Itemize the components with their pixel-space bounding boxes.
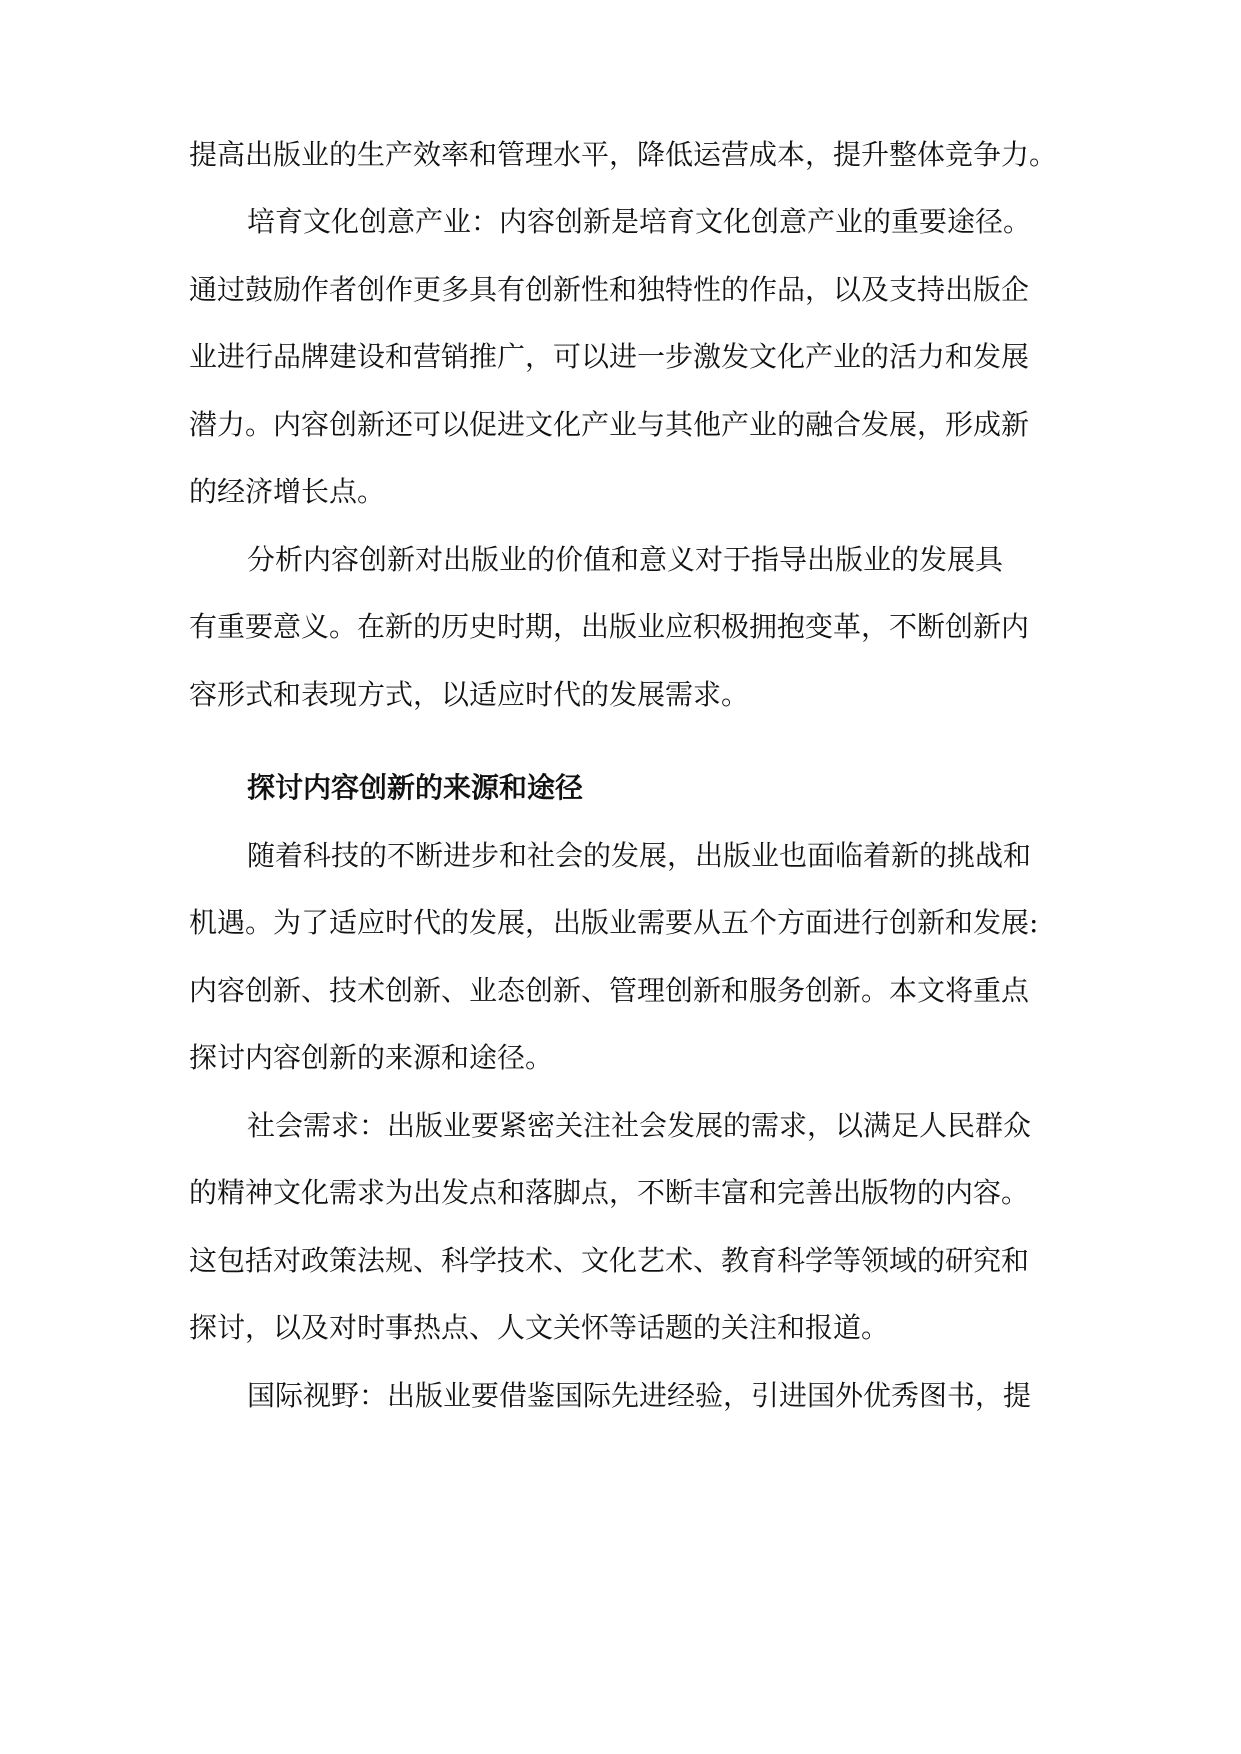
- paragraph-line: 探讨，以及对时事热点、人文关怀等话题的关注和报道。: [189, 1311, 890, 1344]
- paragraph-line: 通过鼓励作者创作更多具有创新性和独特性的作品，以及支持出版企: [189, 273, 1030, 306]
- paragraph-line: 提高出版业的生产效率和管理水平，降低运营成本，提升整体竞争力。: [189, 138, 1058, 171]
- paragraph-line: 有重要意义。在新的历史时期，出版业应积极拥抱变革，不断创新内: [189, 610, 1030, 643]
- paragraph-line: 培育文化创意产业：内容创新是培育文化创意产业的重要途径。: [247, 205, 1032, 238]
- paragraph-line: 机遇。为了适应时代的发展，出版业需要从五个方面进行创新和发展:: [189, 906, 1039, 939]
- paragraph-line: 这包括对政策法规、科学技术、文化艺术、教育科学等领域的研究和: [189, 1244, 1030, 1277]
- paragraph-line: 分析内容创新对出版业的价值和意义对于指导出版业的发展具: [247, 543, 1004, 576]
- paragraph-line: 业进行品牌建设和营销推广，可以进一步激发文化产业的活力和发展: [189, 340, 1030, 373]
- paragraph-line: 内容创新、技术创新、业态创新、管理创新和服务创新。本文将重点: [189, 974, 1030, 1007]
- paragraph-line: 的精神文化需求为出发点和落脚点，不断丰富和完善出版物的内容。: [189, 1176, 1030, 1209]
- paragraph-line: 的经济增长点。: [189, 475, 386, 508]
- paragraph-line: 探讨内容创新的来源和途径。: [189, 1041, 554, 1074]
- paragraph-line: 潜力。内容创新还可以促进文化产业与其他产业的融合发展，形成新: [189, 408, 1030, 441]
- paragraph-line: 随着科技的不断进步和社会的发展，出版业也面临着新的挑战和: [247, 839, 1032, 872]
- paragraph-line: 社会需求：出版业要紧密关注社会发展的需求，以满足人民群众: [247, 1109, 1032, 1142]
- paragraph-line: 国际视野：出版业要借鉴国际先进经验，引进国外优秀图书，提: [247, 1379, 1032, 1412]
- section-heading: 探讨内容创新的来源和途径: [247, 771, 584, 804]
- paragraph-line: 容形式和表现方式，以适应时代的发展需求。: [189, 678, 750, 711]
